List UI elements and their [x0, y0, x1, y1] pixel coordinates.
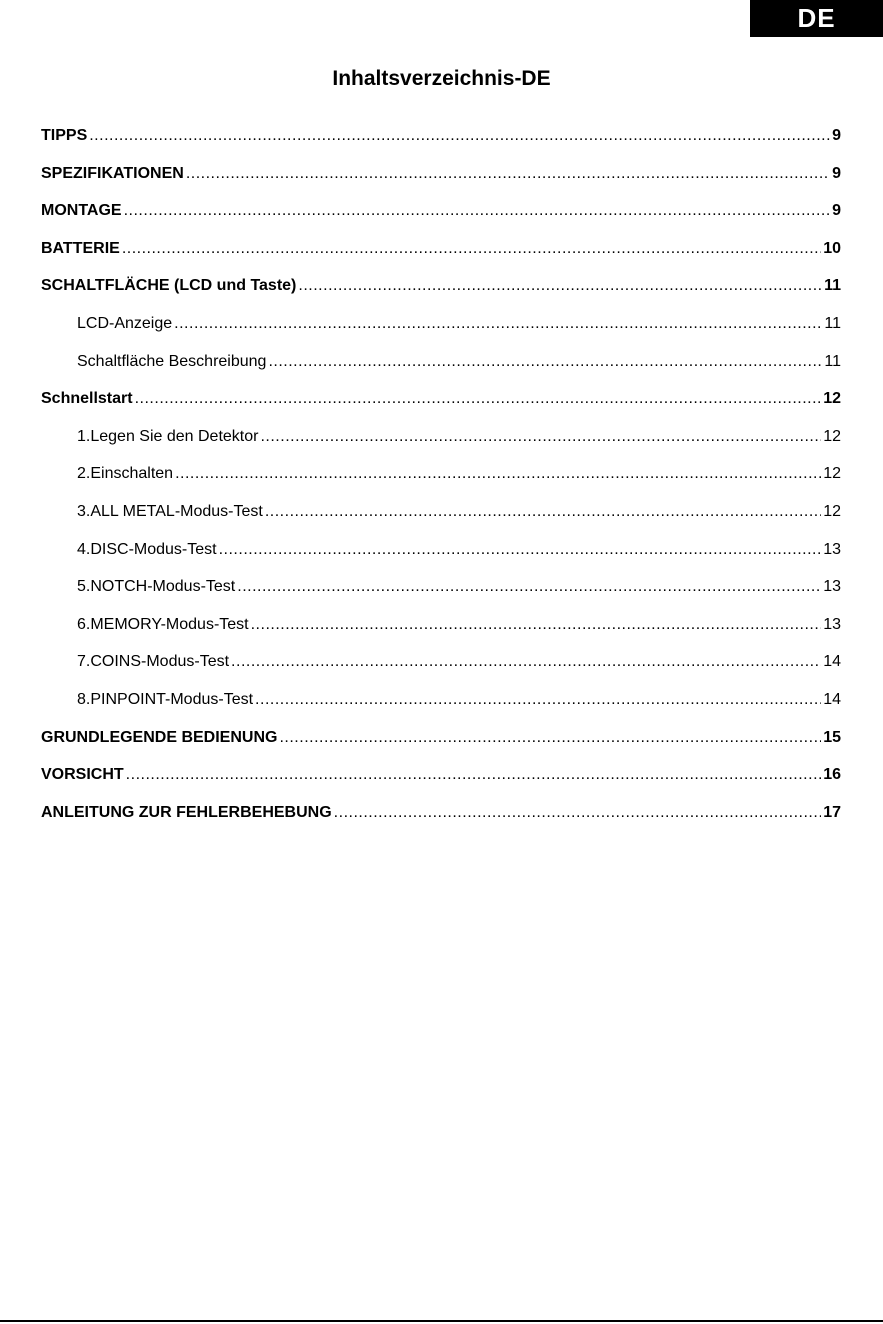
toc-entry-page-number: 11 — [824, 314, 841, 332]
toc-entry-page-number: 11 — [824, 277, 841, 295]
toc-entry-label: MONTAGE — [41, 202, 122, 220]
dot-leader — [89, 123, 830, 149]
toc-entry[interactable] — [41, 386, 841, 424]
toc-entry-page-number: 9 — [832, 202, 841, 220]
toc-entry-label: 1.Legen Sie den Detektor — [77, 427, 259, 445]
footer-divider — [0, 1320, 883, 1322]
toc-entry[interactable] — [41, 161, 841, 199]
toc-entry-label: ANLEITUNG ZUR FEHLERBEHEBUNG — [41, 803, 332, 821]
toc-entry-label: LCD-Anzeige — [77, 314, 173, 332]
dot-leader — [135, 386, 822, 412]
dot-leader — [268, 349, 822, 375]
toc-entry-page-number: 17 — [823, 803, 841, 821]
toc-entry-label: 6.MEMORY-Modus-Test — [77, 615, 249, 633]
toc-subentry[interactable] — [41, 349, 841, 387]
toc-entry-label: 8.PINPOINT-Modus-Test — [77, 690, 254, 708]
toc-subentry[interactable] — [41, 424, 841, 462]
toc-entry-label: GRUNDLEGENDE BEDIENUNG — [41, 728, 278, 746]
language-badge: DE — [750, 0, 883, 37]
dot-leader — [175, 461, 821, 487]
toc-entry-page-number: 9 — [832, 127, 841, 144]
toc-entry-page-number: 12 — [823, 427, 841, 445]
toc-entry-label: Schaltfläche Beschreibung — [77, 352, 267, 370]
toc-subentry[interactable] — [41, 461, 841, 499]
dot-leader — [174, 311, 822, 337]
toc-subentry[interactable] — [41, 687, 841, 725]
dot-leader — [122, 236, 821, 262]
dot-leader — [260, 424, 821, 450]
toc-subentry[interactable] — [41, 612, 841, 650]
toc-entry[interactable] — [41, 800, 841, 838]
dot-leader — [334, 800, 822, 826]
toc-entry-page-number: 12 — [823, 390, 841, 408]
toc-entry-page-number: 14 — [823, 690, 841, 708]
toc-entry[interactable] — [41, 762, 841, 800]
toc-subentry[interactable] — [41, 649, 841, 687]
toc-entry-page-number: 16 — [823, 766, 841, 784]
toc-entry-label: SPEZIFIKATIONEN — [41, 164, 184, 182]
dot-leader — [219, 537, 822, 563]
toc-entry[interactable] — [41, 123, 841, 161]
toc-entry-page-number: 9 — [832, 164, 841, 182]
dot-leader — [124, 198, 831, 224]
toc-entry-label: Schnellstart — [41, 390, 133, 408]
toc-entry-page-number: 11 — [824, 352, 841, 370]
toc-entry-page-number: 13 — [823, 615, 841, 633]
dot-leader — [237, 574, 821, 600]
dot-leader — [231, 649, 821, 675]
dot-leader — [265, 499, 821, 525]
table-of-contents — [41, 123, 841, 837]
dot-leader — [279, 725, 821, 751]
toc-entry[interactable] — [41, 236, 841, 274]
toc-entry[interactable] — [41, 725, 841, 763]
toc-entry-page-number: 12 — [823, 502, 841, 520]
toc-subentry[interactable] — [41, 537, 841, 575]
toc-entry-label: 4.DISC-Modus-Test — [77, 540, 217, 558]
toc-entry-page-number: 14 — [823, 653, 841, 671]
toc-entry-label: TIPPS — [41, 127, 88, 144]
toc-entry-page-number: 15 — [823, 728, 841, 746]
dot-leader — [251, 612, 822, 638]
toc-entry-page-number: 12 — [823, 465, 841, 483]
toc-entry-label: BATTERIE — [41, 239, 120, 257]
dot-leader — [126, 762, 822, 788]
toc-title: Inhaltsverzeichnis-DE — [332, 67, 551, 90]
dot-leader — [298, 273, 822, 299]
toc-entry[interactable] — [41, 198, 841, 236]
toc-entry-label: 5.NOTCH-Modus-Test — [77, 578, 236, 596]
toc-subentry[interactable] — [41, 499, 841, 537]
toc-entry[interactable] — [41, 273, 841, 311]
toc-entry-page-number: 13 — [823, 578, 841, 596]
toc-entry-label: VORSICHT — [41, 766, 124, 784]
dot-leader — [255, 687, 821, 713]
toc-entry-label: 7.COINS-Modus-Test — [77, 653, 230, 671]
toc-entry-label: 3.ALL METAL-Modus-Test — [77, 502, 263, 520]
toc-entry-page-number: 13 — [823, 540, 841, 558]
dot-leader — [186, 161, 830, 187]
toc-subentry[interactable] — [41, 311, 841, 349]
toc-entry-page-number: 10 — [823, 239, 841, 257]
toc-subentry[interactable] — [41, 574, 841, 612]
toc-entry-label: 2.Einschalten — [77, 465, 174, 483]
toc-entry-label: SCHALTFLÄCHE (LCD und Taste) — [41, 277, 297, 295]
